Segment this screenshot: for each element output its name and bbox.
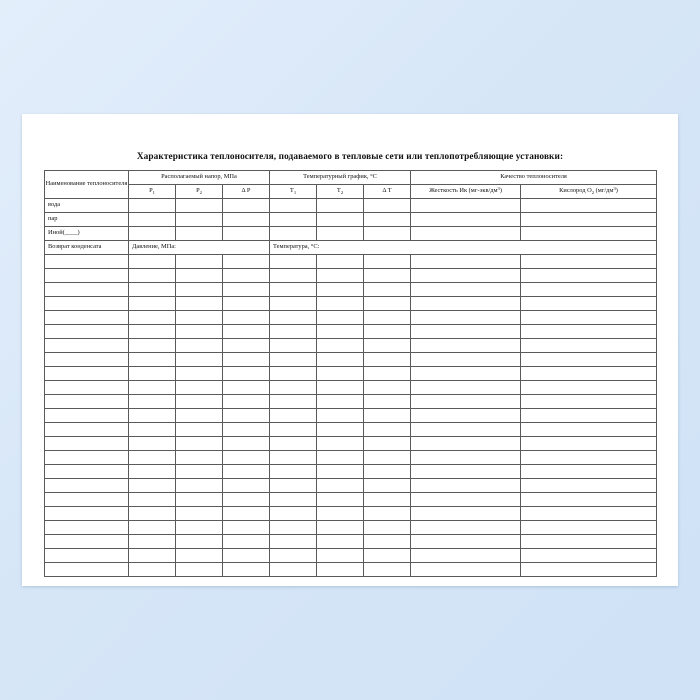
cell-water-p1[interactable] [129,199,176,213]
table-cell-empty[interactable] [270,311,317,325]
table-cell-empty[interactable] [521,437,657,451]
table-cell-empty[interactable] [521,269,657,283]
cell-water-delta-p[interactable] [223,199,270,213]
table-cell-empty[interactable] [411,381,521,395]
table-cell-empty[interactable] [270,493,317,507]
heat-carrier-table [44,170,657,577]
table-row[interactable] [45,437,657,451]
table-cell-empty[interactable] [364,493,411,507]
table-cell-empty[interactable] [176,255,223,269]
table-cell-empty[interactable] [411,269,521,283]
table-cell-empty[interactable] [129,255,176,269]
cell-water-t1[interactable] [270,199,317,213]
cell-other-delta-t[interactable] [364,227,411,241]
table-cell-empty[interactable] [521,255,657,269]
cell-condensate-temperature-label[interactable]: Температура, °С: [270,241,657,255]
table-cell-empty[interactable] [176,283,223,297]
subheader-p1-sub: 1 [152,189,155,195]
table-cell-empty[interactable] [521,409,657,423]
table-cell-empty[interactable] [364,521,411,535]
cell-steam-p2[interactable] [176,213,223,227]
table-cell-empty[interactable] [223,325,270,339]
cell-steam-delta-t[interactable] [364,213,411,227]
subheader-t1 [270,185,317,199]
table-cell-empty[interactable] [129,563,176,577]
data-table-container [44,170,656,577]
table-cell-empty[interactable] [411,283,521,297]
table-cell-empty[interactable] [129,521,176,535]
header-carrier-quality: Качество теплоносителя [411,171,657,185]
table-cell-empty[interactable] [317,423,364,437]
table-cell-empty[interactable] [270,269,317,283]
table-cell-empty[interactable] [317,521,364,535]
table-cell-empty[interactable] [176,381,223,395]
table-cell-empty[interactable] [129,507,176,521]
table-cell-empty[interactable] [45,535,129,549]
header-carrier-name: Наименование теплоносителя [45,171,129,199]
table-cell-empty[interactable] [411,311,521,325]
table-cell-empty[interactable] [45,563,129,577]
table-cell-empty[interactable] [223,521,270,535]
table-cell-empty[interactable] [411,437,521,451]
row-label-steam: пар [45,213,129,227]
table-cell-empty[interactable] [270,507,317,521]
table-cell-empty[interactable] [129,367,176,381]
cell-steam-oxygen[interactable] [521,213,657,227]
table-cell-empty[interactable] [364,395,411,409]
table-cell-empty[interactable] [45,451,129,465]
table-cell-empty[interactable] [129,437,176,451]
table-cell-empty[interactable] [317,493,364,507]
table-cell-empty[interactable] [45,521,129,535]
table-cell-empty[interactable] [317,297,364,311]
table-cell-empty[interactable] [317,563,364,577]
cell-water-hardness[interactable] [411,199,521,213]
cell-other-t1[interactable] [270,227,317,241]
table-cell-empty[interactable] [364,311,411,325]
cell-water-oxygen[interactable] [521,199,657,213]
table-cell-empty[interactable] [411,325,521,339]
table-cell-empty[interactable] [521,297,657,311]
table-cell-empty[interactable] [270,395,317,409]
table-row[interactable] [45,367,657,381]
table-cell-empty[interactable] [364,549,411,563]
table-cell-empty[interactable] [411,255,521,269]
table-cell-empty[interactable] [521,395,657,409]
table-cell-empty[interactable] [364,325,411,339]
table-cell-empty[interactable] [317,353,364,367]
cell-water-p2[interactable] [176,199,223,213]
table-cell-empty[interactable] [317,367,364,381]
table-cell-empty[interactable] [45,395,129,409]
table-cell-empty[interactable] [176,269,223,283]
table-cell-empty[interactable] [129,479,176,493]
table-cell-empty[interactable] [270,563,317,577]
document-page [22,114,678,586]
table-cell-empty[interactable] [45,283,129,297]
table-row[interactable] [45,199,657,213]
table-cell-empty[interactable] [270,353,317,367]
table-row[interactable] [45,311,657,325]
subheader-oxygen-text: Кислород О [559,187,592,195]
subheader-p1 [129,185,176,199]
table-cell-empty[interactable] [45,493,129,507]
table-cell-empty[interactable] [364,297,411,311]
table-cell-empty[interactable] [176,507,223,521]
subheader-hardness-sup: 3 [497,185,500,191]
table-row-condensate[interactable] [45,241,657,255]
table-cell-empty[interactable] [176,535,223,549]
table-cell-empty[interactable] [521,521,657,535]
table-cell-empty[interactable] [521,367,657,381]
table-cell-empty[interactable] [270,535,317,549]
table-cell-empty[interactable] [270,367,317,381]
table-cell-empty[interactable] [411,493,521,507]
cell-other-p2[interactable] [176,227,223,241]
table-cell-empty[interactable] [223,311,270,325]
table-cell-empty[interactable] [521,493,657,507]
table-cell-empty[interactable] [223,437,270,451]
table-cell-empty[interactable] [317,255,364,269]
table-cell-empty[interactable] [129,297,176,311]
table-cell-empty[interactable] [521,325,657,339]
table-cell-empty[interactable] [521,563,657,577]
subheader-oxygen-sup: 3 [613,185,616,191]
table-cell-empty[interactable] [411,395,521,409]
table-row[interactable] [45,507,657,521]
table-cell-empty[interactable] [364,423,411,437]
table-cell-empty[interactable] [270,437,317,451]
table-cell-empty[interactable] [317,535,364,549]
table-cell-empty[interactable] [176,325,223,339]
subheader-hardness: Жесткость Ик $(мг-экв/дм^3)$ [411,185,521,199]
table-cell-empty[interactable] [317,437,364,451]
table-cell-empty[interactable] [45,367,129,381]
table-cell-empty[interactable] [223,339,270,353]
table-cell-empty[interactable] [176,395,223,409]
table-cell-empty[interactable] [270,297,317,311]
table-cell-empty[interactable] [521,353,657,367]
table-row[interactable] [45,269,657,283]
table-cell-empty[interactable] [45,339,129,353]
table-cell-empty[interactable] [45,325,129,339]
table-row[interactable] [45,395,657,409]
table-cell-empty[interactable] [411,297,521,311]
table-cell-empty[interactable] [270,423,317,437]
table-cell-empty[interactable] [176,549,223,563]
subheader-t2 [317,185,364,199]
table-row[interactable] [45,213,657,227]
table-cell-empty[interactable] [223,381,270,395]
table-row[interactable] [45,255,657,269]
subheader-oxygen: Кислород $О_2$ $(мг/дм^3)$ [521,185,657,199]
cell-water-delta-t[interactable] [364,199,411,213]
header-temperature-graph: Температурный график, °С [270,171,411,185]
table-cell-empty[interactable] [411,423,521,437]
subheader-delta-p: Δ Р [223,185,270,199]
table-cell-empty[interactable] [364,381,411,395]
subheader-t1-sub: 1 [293,189,297,195]
table-subheader-row [45,185,657,199]
subheader-p2-text: Р [196,187,200,195]
table-cell-empty[interactable] [364,479,411,493]
cell-steam-t1[interactable] [270,213,317,227]
table-cell-empty[interactable] [521,507,657,521]
cell-other-delta-p[interactable] [223,227,270,241]
table-cell-empty[interactable] [223,255,270,269]
table-cell-empty[interactable] [176,311,223,325]
table-cell-empty[interactable] [521,423,657,437]
table-cell-empty[interactable] [270,381,317,395]
page-title: Характеристика теплоносителя, подаваемого в тепловые сети или теплопотребляющие установки: [136,152,564,162]
table-cell-empty[interactable] [129,311,176,325]
cell-other-p1[interactable] [129,227,176,241]
table-cell-empty[interactable] [411,549,521,563]
table-row[interactable] [45,339,657,353]
table-cell-empty[interactable] [45,423,129,437]
table-cell-empty[interactable] [521,479,657,493]
table-cell-empty[interactable] [223,395,270,409]
table-cell-empty[interactable] [364,507,411,521]
table-cell-empty[interactable] [129,451,176,465]
table-cell-empty[interactable] [364,451,411,465]
row-label-condensate-return: Возврат конденсата [45,241,129,255]
table-cell-empty[interactable] [411,339,521,353]
table-cell-empty[interactable] [223,549,270,563]
table-cell-empty[interactable] [270,521,317,535]
table-row[interactable] [45,493,657,507]
table-cell-empty[interactable] [223,563,270,577]
table-row[interactable] [45,563,657,577]
cell-steam-t2[interactable] [317,213,364,227]
table-row[interactable] [45,283,657,297]
table-row[interactable] [45,227,657,241]
table-cell-empty[interactable] [411,465,521,479]
table-cell-empty[interactable] [364,535,411,549]
table-cell-empty[interactable] [176,479,223,493]
table-cell-empty[interactable] [45,311,129,325]
table-row[interactable] [45,549,657,563]
table-row[interactable] [45,297,657,311]
table-cell-empty[interactable] [521,549,657,563]
table-cell-empty[interactable] [270,339,317,353]
table-cell-empty[interactable] [364,269,411,283]
table-cell-empty[interactable] [317,395,364,409]
table-cell-empty[interactable] [45,353,129,367]
table-cell-empty[interactable] [45,479,129,493]
table-cell-empty[interactable] [129,493,176,507]
table-cell-empty[interactable] [411,353,521,367]
table-cell-empty[interactable] [129,381,176,395]
cell-condensate-pressure-label[interactable]: Давление, МПа: [129,241,270,255]
table-cell-empty[interactable] [317,451,364,465]
cell-other-oxygen[interactable] [521,227,657,241]
table-cell-empty[interactable] [129,535,176,549]
table-cell-empty[interactable] [129,423,176,437]
cell-steam-delta-p[interactable] [223,213,270,227]
table-cell-empty[interactable] [411,521,521,535]
table-cell-empty[interactable] [317,507,364,521]
table-cell-empty[interactable] [45,549,129,563]
table-cell-empty[interactable] [521,381,657,395]
table-body [45,199,657,577]
table-cell-empty[interactable] [176,493,223,507]
table-row[interactable] [45,381,657,395]
table-cell-empty[interactable] [364,283,411,297]
subheader-oxygen-sub: 2 [591,189,595,195]
table-cell-empty[interactable] [364,465,411,479]
table-cell-empty[interactable] [411,507,521,521]
table-cell-empty[interactable] [223,367,270,381]
header-available-pressure: Располагаемый напор, МПа [129,171,270,185]
table-cell-empty[interactable] [223,409,270,423]
table-cell-empty[interactable] [129,339,176,353]
table-row[interactable] [45,409,657,423]
table-cell-empty[interactable] [270,465,317,479]
table-cell-empty[interactable] [223,297,270,311]
table-header-group-row [45,171,657,185]
table-cell-empty[interactable] [45,507,129,521]
table-row[interactable] [45,465,657,479]
subheader-delta-t: Δ Т [364,185,411,199]
table-cell-empty[interactable] [129,283,176,297]
table-cell-empty[interactable] [521,311,657,325]
table-cell-empty[interactable] [45,381,129,395]
table-cell-empty[interactable] [45,465,129,479]
subheader-p2 [176,185,223,199]
row-label-other[interactable]: Иной(____) [45,227,129,241]
table-cell-empty[interactable] [364,255,411,269]
cell-water-t2[interactable] [317,199,364,213]
table-cell-empty[interactable] [364,437,411,451]
table-cell-empty[interactable] [270,283,317,297]
table-cell-empty[interactable] [521,535,657,549]
table-cell-empty[interactable] [176,437,223,451]
table-cell-empty[interactable] [176,353,223,367]
table-cell-empty[interactable] [521,465,657,479]
table-cell-empty[interactable] [411,563,521,577]
table-cell-empty[interactable] [223,353,270,367]
cell-other-hardness[interactable] [411,227,521,241]
table-cell-empty[interactable] [129,409,176,423]
table-cell-empty[interactable] [364,367,411,381]
table-cell-empty[interactable] [270,255,317,269]
table-cell-empty[interactable] [129,325,176,339]
table-cell-empty[interactable] [45,255,129,269]
table-cell-empty[interactable] [176,451,223,465]
table-cell-empty[interactable] [317,283,364,297]
table-cell-empty[interactable] [223,269,270,283]
table-cell-empty[interactable] [411,479,521,493]
table-cell-empty[interactable] [176,339,223,353]
subheader-t2-text: Т [336,187,341,195]
subheader-oxygen-tail: (мг/дм [594,187,614,195]
table-cell-empty[interactable] [129,549,176,563]
table-row[interactable] [45,535,657,549]
cell-other-t2[interactable] [317,227,364,241]
table-cell-empty[interactable] [317,549,364,563]
table-cell-empty[interactable] [317,409,364,423]
table-row[interactable] [45,479,657,493]
table-cell-empty[interactable] [317,479,364,493]
table-cell-empty[interactable] [223,479,270,493]
table-cell-empty[interactable] [411,535,521,549]
table-cell-empty[interactable] [45,297,129,311]
table-cell-empty[interactable] [45,269,129,283]
table-cell-empty[interactable] [129,269,176,283]
table-row[interactable] [45,521,657,535]
table-cell-empty[interactable] [176,297,223,311]
table-cell-empty[interactable] [223,493,270,507]
table-cell-empty[interactable] [223,535,270,549]
table-cell-empty[interactable] [223,423,270,437]
table-cell-empty[interactable] [364,353,411,367]
table-cell-empty[interactable] [411,409,521,423]
table-cell-empty[interactable] [270,325,317,339]
table-cell-empty[interactable] [176,465,223,479]
table-cell-empty[interactable] [223,465,270,479]
subheader-p2-sub: 2 [199,189,202,195]
table-cell-empty[interactable] [45,437,129,451]
subheader-t2-sub: 2 [340,189,344,195]
row-label-water: вода [45,199,129,213]
table-cell-empty[interactable] [521,283,657,297]
table-cell-empty[interactable] [45,409,129,423]
table-cell-empty[interactable] [270,479,317,493]
table-cell-empty[interactable] [411,451,521,465]
table-row[interactable] [45,325,657,339]
table-cell-empty[interactable] [270,549,317,563]
table-cell-empty[interactable] [129,465,176,479]
table-cell-empty[interactable] [521,339,657,353]
subheader-p1-text: Р [149,187,153,195]
cell-steam-hardness[interactable] [411,213,521,227]
table-cell-empty[interactable] [270,409,317,423]
table-cell-empty[interactable] [176,563,223,577]
table-cell-empty[interactable] [317,325,364,339]
subheader-hardness-text: Жесткость Ик (мг-экв/дм [429,187,498,195]
table-cell-empty[interactable] [129,353,176,367]
table-cell-empty[interactable] [176,423,223,437]
table-cell-empty[interactable] [317,311,364,325]
table-cell-empty[interactable] [223,507,270,521]
table-cell-empty[interactable] [317,465,364,479]
table-cell-empty[interactable] [223,283,270,297]
table-cell-empty[interactable] [317,269,364,283]
table-cell-empty[interactable] [129,395,176,409]
table-row[interactable] [45,423,657,437]
table-cell-empty[interactable] [364,563,411,577]
table-cell-empty[interactable] [176,521,223,535]
table-cell-empty[interactable] [176,409,223,423]
table-cell-empty[interactable] [317,339,364,353]
table-cell-empty[interactable] [521,451,657,465]
subheader-t1-text: Т [289,187,294,195]
table-cell-empty[interactable] [223,451,270,465]
table-cell-empty[interactable] [270,451,317,465]
table-cell-empty[interactable] [364,409,411,423]
table-cell-empty[interactable] [317,381,364,395]
table-cell-empty[interactable] [176,367,223,381]
cell-steam-p1[interactable] [129,213,176,227]
table-row[interactable] [45,451,657,465]
table-cell-empty[interactable] [411,367,521,381]
table-row[interactable] [45,353,657,367]
table-cell-empty[interactable] [364,339,411,353]
